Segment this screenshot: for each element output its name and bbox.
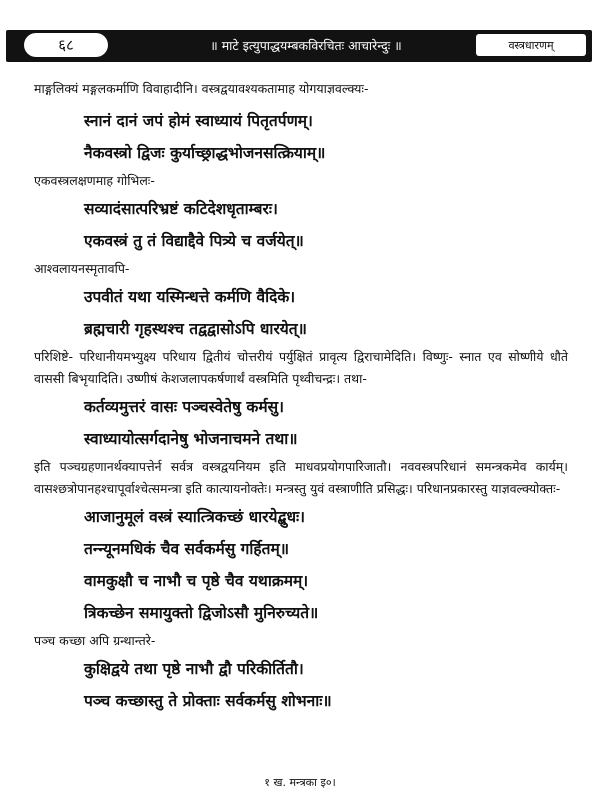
verse-line: ब्रह्मचारी गृहस्थश्च तद्वद्वासोऽपि धारयेत्॥ <box>84 320 307 338</box>
prose-paragraph: इति पञ्चग्रहणानर्थक्यापत्तेर्न सर्वत्र वस्त्रद्वयनियम इति माधवप्रयोगपारिजातौ। नववस्त्रपरिधानं समन्त्रकमेव कार्यम्। वासश्छत्रोपानहश्चापूर्वाश्चेत्समन्त्रा इति कात्यायनोक्तेः। मन्त्रस्तु युवं वस्त्राणीति प्रसिद्धः। परिधानप्रकारस्तु याज्ञवल्क्योक्तः- <box>34 459 568 496</box>
page-header <box>6 30 592 62</box>
prose-paragraph: परिशिष्टे- परिधानीयमभ्युक्ष्य परिधाय द्वितीयं चोत्तरीयं पर्युक्षितं प्रावृत्य द्विराचामेदिति। विष्णुः- स्नात एव सोष्णीये धौते वाससी बिभृयादिति। उष्णीषं केशजलापकर्षणार्थं वस्त्रमिति पृथ्वीचन्द्रः। तथा- <box>34 349 568 386</box>
footnote: १ ख. मन्त्रका इ०। <box>264 776 336 789</box>
verse-line: स्नानं दानं जपं होमं स्वाध्यायं पितृतर्पणम्। <box>84 112 313 130</box>
verse-line: नैकवस्त्रो द्विजः कुर्याच्छ्राद्धभोजनसत्क्रियाम्॥ <box>84 144 326 162</box>
verse-line: कर्तव्यमुत्तरं वासः पञ्चस्वेतेषु कर्मसु। <box>84 398 284 416</box>
prose-paragraph: एकवस्त्रलक्षणमाह गोभिलः- <box>34 173 155 188</box>
verse-line: स्वाध्यायोत्सर्गदानेषु भोजनाचमने तथा॥ <box>84 430 298 448</box>
verse-line: वामकुक्षौ च नाभौ च पृष्ठे चैव यथाक्रमम्। <box>84 572 309 590</box>
prose-paragraph: पञ्च कच्छा अपि ग्रन्थान्तरे- <box>34 633 156 648</box>
section-label: वस्त्रधारणम् <box>476 34 586 56</box>
verse-line: त्रिकच्छेन समायुक्तो द्विजोऽसौ मुनिरुच्यते॥ <box>84 604 319 622</box>
verse-line: पञ्च कच्छास्तु ते प्रोक्ताः सर्वकर्मसु शोभनाः॥ <box>84 692 332 710</box>
page-number: ६८ <box>24 33 108 57</box>
running-title: ॥ माटे इत्युपाद्धयम्बकविरचितः आचारेन्दुः ॥ <box>210 38 402 53</box>
verse-line: सव्यादंसात्परिभ्रष्टं कटिदेशधृताम्बरः। <box>84 200 278 218</box>
verse-line: उपवीतं यथा यस्मिन्धत्ते कर्मणि वैदिके। <box>84 288 296 306</box>
verse-line: आजानुमूलं वस्त्रं स्यात्त्रिकच्छं धारयेद्बुधः। <box>84 508 306 526</box>
prose-paragraph: आश्वलायनस्मृतावपि- <box>34 261 130 276</box>
verse-line: तन्न्यूनमधिकं चैव सर्वकर्मसु गर्हितम्॥ <box>84 540 290 558</box>
page-body <box>28 78 568 718</box>
verse-line: कुक्षिद्वये तथा पृष्ठे नाभौ द्वौ परिकीर्तितौ। <box>84 660 304 678</box>
verse-line: एकवस्त्रं तु तं विद्याद्दैवे पित्र्ये च वर्जयेत्॥ <box>84 232 304 250</box>
prose-paragraph: माङ्गलिक्यं मङ्गलकर्माणि विवाहादीनि। वस्त्रद्वयावश्यकतामाह योगयाज्ञवल्क्यः- <box>34 81 369 96</box>
